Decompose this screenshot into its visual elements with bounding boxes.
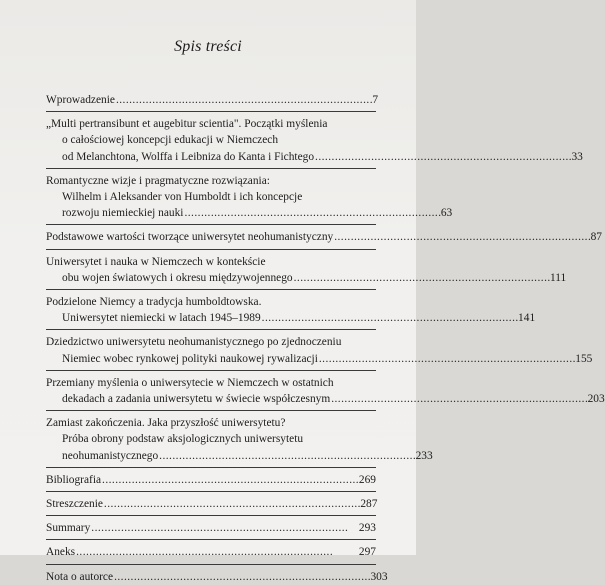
page-number: 269: [358, 473, 376, 486]
toc-entry-line: Streszczenie: [46, 498, 103, 511]
toc-entry: [46, 569, 388, 585]
entry-divider: [46, 111, 376, 112]
page-number: 33: [571, 150, 583, 163]
toc-entry-line: Podzielone Niemcy a tradycja humboldtowska.: [46, 296, 262, 309]
page-number: 155: [575, 352, 593, 365]
page-title: Spis treści: [174, 38, 242, 55]
page-number: 7: [372, 94, 379, 106]
dot-leader: [76, 544, 358, 560]
page-number: 87: [590, 231, 602, 244]
dot-leader: [315, 151, 570, 163]
toc-entry-last-line: [46, 472, 376, 488]
toc-entry-line: Romantyczne wizje i pragmatyczne rozwiązania:: [46, 174, 270, 187]
toc-entry: [46, 294, 536, 326]
toc-entry-line: Aneks: [46, 546, 76, 559]
toc-entry: [46, 334, 593, 366]
entry-divider: [46, 329, 376, 330]
toc-entry: [46, 92, 379, 108]
toc-entry-last-line: [46, 351, 593, 367]
toc-entry-last-line: [46, 229, 602, 245]
page-number: 111: [550, 271, 567, 284]
dot-leader: [334, 229, 589, 245]
toc-entry-line: neohumanistycznego: [62, 449, 159, 462]
toc-entry-last-line: [46, 270, 567, 286]
toc-entry-line: Wprowadzenie: [46, 94, 115, 106]
dot-leader: [319, 353, 574, 365]
toc-entry: [46, 375, 605, 407]
toc-entry-last-line: [46, 544, 376, 560]
dot-leader: [104, 496, 359, 512]
toc-entry-last-line: [46, 149, 583, 165]
toc-entry: [46, 520, 376, 536]
toc-entry-last-line: [46, 569, 388, 585]
dot-leader: [294, 272, 549, 284]
toc-entry-line: od Melanchtona, Wolffa i Leibniza do Kanta i Fichtego: [62, 150, 315, 163]
entry-divider: [46, 168, 376, 169]
toc-entry: [46, 472, 376, 488]
table-of-contents: [46, 92, 605, 585]
toc-entry-last-line: [46, 310, 536, 326]
toc-entry: [46, 173, 453, 222]
page-number: 141: [518, 312, 536, 325]
toc-entry-line: Zamiast zakończenia. Jaka przyszłość uniwersytetu?: [46, 417, 286, 430]
dot-leader: [159, 450, 414, 462]
page-number: 203: [587, 393, 605, 406]
toc-entry-line: Uniwersytet niemiecki w latach 1945–1989: [62, 312, 261, 325]
entry-divider: [46, 224, 376, 225]
toc-entry-last-line: [46, 205, 453, 221]
toc-entry-line: Wilhelm i Aleksander von Humboldt i ich koncepcje: [62, 191, 303, 204]
dot-leader: [114, 569, 369, 585]
toc-entry-line: Uniwersytet i nauka w Niemczech w kontekście: [46, 255, 266, 268]
toc-entry: [46, 229, 602, 245]
dot-leader: [262, 312, 517, 324]
page-number: 297: [358, 546, 376, 559]
toc-entry-line: rozwoju niemieckiej nauki: [62, 207, 184, 220]
dot-leader: [331, 393, 586, 405]
dot-leader: [184, 207, 439, 219]
entry-divider: [46, 491, 376, 492]
toc-entry-line: Niemiec wobec rynkowej polityki naukowej rywalizacji: [62, 352, 318, 365]
toc-entry-last-line: [46, 520, 376, 536]
toc-entry-last-line: [46, 448, 433, 464]
toc-entry-line: dekadach a zadania uniwersytetu w świecie współczesnym: [62, 393, 331, 406]
toc-entry-line: Podstawowe wartości tworzące uniwersytet neohumanistyczny: [46, 231, 334, 244]
toc-entry-last-line: [46, 92, 379, 108]
entry-divider: [46, 370, 376, 371]
toc-entry-line: Summary: [46, 522, 91, 535]
entry-divider: [46, 289, 376, 290]
page-number: 293: [358, 522, 376, 535]
page-number: 63: [440, 207, 453, 220]
toc-entry: [46, 544, 376, 560]
page-number: 233: [415, 449, 433, 462]
toc-entry-line: Bibliografia: [46, 473, 102, 486]
toc-entry-line: o całościowej koncepcji edukacji w Niemczech: [62, 134, 279, 147]
entry-divider: [46, 515, 376, 516]
toc-entry-line: Przemiany myślenia o uniwersytecie w Niemczech w ostatnich: [46, 376, 334, 389]
dot-leader: [116, 92, 371, 108]
entry-divider: [46, 249, 376, 250]
toc-entry-line: Dziedzictwo uniwersytetu neohumanistycznego po zjednoczeniu: [46, 336, 342, 349]
page-number: 303: [370, 570, 388, 583]
entry-divider: [46, 564, 376, 565]
toc-entry: [46, 496, 376, 512]
dot-leader: [102, 472, 358, 488]
page-number: 287: [360, 498, 378, 511]
entry-divider: [46, 539, 376, 540]
toc-entry: [46, 415, 433, 464]
toc-entry-line: Nota o autorce: [46, 570, 114, 583]
toc-entry-line: Próba obrony podstaw aksjologicznych uniwersytetu: [62, 433, 304, 446]
toc-entry: [46, 254, 567, 286]
dot-leader: [91, 520, 358, 536]
entry-divider: [46, 467, 376, 468]
toc-entry-line: „Multi pertransibunt et augebitur scientia". Początki myślenia: [46, 118, 328, 131]
entry-divider: [46, 410, 376, 411]
toc-entry: [46, 116, 583, 165]
toc-entry-last-line: [46, 391, 605, 407]
toc-entry-last-line: [46, 496, 376, 512]
toc-entry-line: obu wojen światowych i okresu międzywojennego: [62, 271, 293, 284]
